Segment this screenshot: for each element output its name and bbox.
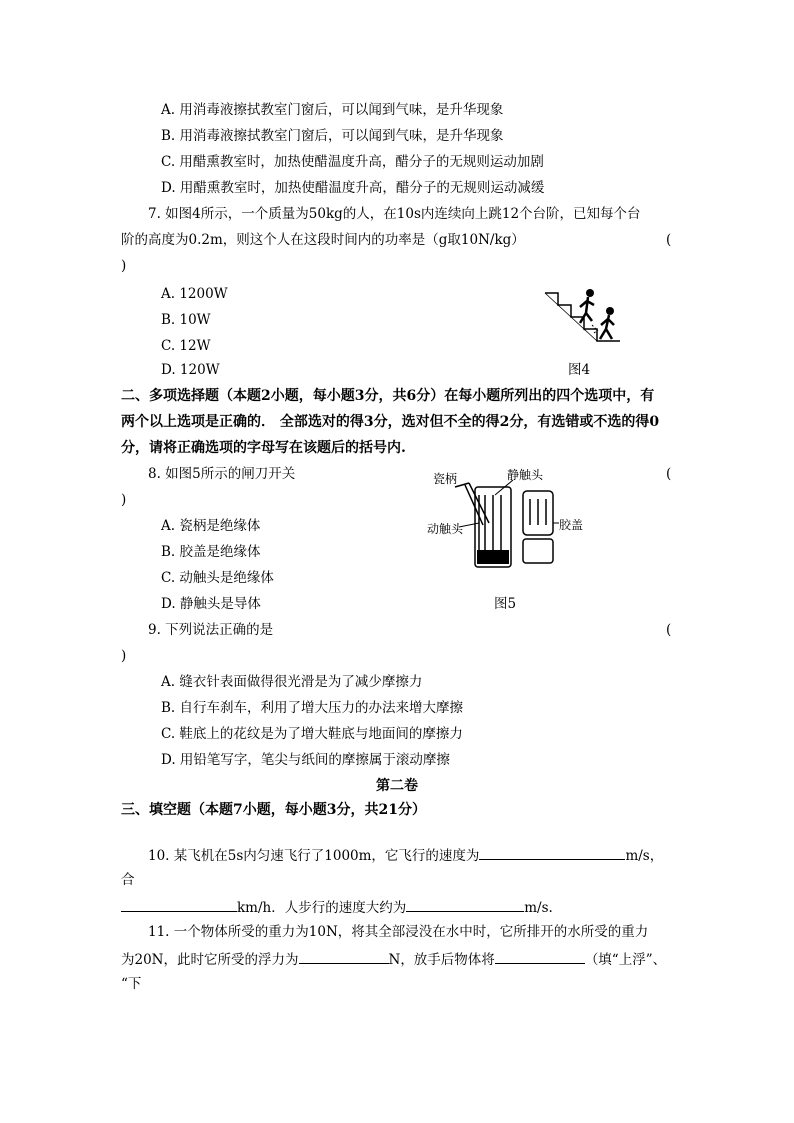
q10-unit-ms: m/s， bbox=[625, 848, 664, 864]
q11-line2 bbox=[121, 949, 666, 969]
q6-option-b: B. 用消毒液擦拭教室门窗后，可以闻到气味，是升华现象 bbox=[161, 128, 504, 144]
figure4-stairs-illustration bbox=[540, 285, 630, 355]
section2-heading-line2: 两个以上选项是正确的． 全部选对的得3分，选对但不全的得2分，有选错或不选的得0 bbox=[121, 414, 660, 430]
q9-answer-paren-close: ) bbox=[121, 648, 127, 664]
q10-blank-speed-kmh[interactable] bbox=[121, 897, 237, 912]
q11-text-tail: （填“上浮”、 bbox=[584, 952, 667, 968]
q10-blank-walking-speed[interactable] bbox=[406, 897, 524, 912]
q8-option-a: A. 瓷柄是绝缘体 bbox=[161, 518, 261, 534]
q7-stem-line2: 阶的高度为0.2m，则这个人在这段时间内的功率是（g取10N/kg） bbox=[121, 232, 525, 248]
figure5-label-moving-contact: 动触头 bbox=[427, 522, 464, 536]
q10-text-part1: 10. 某飞机在5s内匀速飞行了1000m，它飞行的速度为 bbox=[148, 848, 480, 864]
q10-line1 bbox=[148, 845, 663, 865]
q10-unit-kmh: km/h．人步行的速度大约为 bbox=[237, 900, 407, 916]
section3-heading: 三、填空题（本题7小题，每小题3分，共21分） bbox=[121, 802, 426, 818]
q11-blank-motion[interactable] bbox=[495, 949, 585, 964]
q8-stem: 8. 如图5所示的闸刀开关 bbox=[148, 466, 296, 482]
q8-option-c: C. 动触头是绝缘体 bbox=[161, 570, 274, 586]
q7-option-c: C. 12W bbox=[161, 338, 211, 354]
q10-unit-ms-2: m/s. bbox=[524, 900, 553, 916]
q9-option-d: D. 用铅笔写字，笔尖与纸间的摩擦属于滚动摩擦 bbox=[161, 752, 450, 768]
q6-option-c: C. 用醋熏教室时，加热使醋温度升高，醋分子的无规则运动加剧 bbox=[161, 154, 544, 170]
q8-option-d: D. 静触头是导体 bbox=[161, 596, 261, 612]
q8-option-b: B. 胶盖是绝缘体 bbox=[161, 544, 261, 560]
q9-option-b: B. 自行车刹车，利用了增大压力的办法来增大摩擦 bbox=[161, 700, 464, 716]
q11-blank-buoyancy[interactable] bbox=[299, 949, 389, 964]
figure4-caption: 图4 bbox=[568, 362, 591, 378]
figure5-caption: 图5 bbox=[494, 596, 517, 612]
q10-line3 bbox=[121, 897, 553, 917]
q11-line1: 11. 一个物体所受的重力为10N，将其全部浸没在水中时，它所排开的水所受的重力 bbox=[148, 924, 649, 940]
q7-stem-line1: 7. 如图4所示，一个质量为50kg的人，在10s内连续向上跳12个台阶，已知每个台 bbox=[148, 206, 641, 222]
q8-answer-paren-close: ) bbox=[121, 492, 127, 508]
q10-text-part2: 合 bbox=[121, 872, 135, 888]
figure5-label-handle: 瓷柄 bbox=[433, 472, 458, 486]
figure5-label-static-contact: 静触头 bbox=[507, 468, 544, 482]
q11-text-part2: 为20N，此时它所受的浮力为 bbox=[121, 952, 299, 968]
q11-text-unit: N，放手后物体将 bbox=[388, 952, 495, 968]
q11-line3: “下 bbox=[121, 976, 142, 992]
q6-option-a: A. 用消毒液擦拭教室门窗后，可以闻到气味，是升华现象 bbox=[161, 102, 504, 118]
q9-answer-paren-open: ( bbox=[666, 622, 672, 638]
figure5-label-cover: 胶盖 bbox=[559, 518, 584, 532]
q8-answer-paren-open: ( bbox=[666, 466, 672, 482]
q7-option-d: D. 120W bbox=[161, 362, 220, 378]
q7-answer-paren-close: ) bbox=[121, 258, 127, 274]
q7-option-a: A. 1200W bbox=[161, 286, 228, 302]
q9-option-a: A. 缝衣针表面做得很光滑是为了减少摩擦力 bbox=[161, 674, 423, 690]
part2-title: 第二卷 bbox=[376, 778, 418, 794]
q10-blank-speed-ms[interactable] bbox=[479, 845, 625, 860]
q9-stem: 9. 下列说法正确的是 bbox=[148, 622, 274, 638]
section2-heading-line1: 二、多项选择题（本题2小题，每小题3分，共6分）在每小题所列出的四个选项中，有 bbox=[121, 388, 655, 404]
q9-option-c: C. 鞋底上的花纹是为了增大鞋底与地面间的摩擦力 bbox=[161, 726, 463, 742]
q6-option-d: D. 用醋熏教室时，加热使醋温度升高，醋分子的无规则运动减缓 bbox=[161, 180, 545, 196]
section2-heading-line3: 分，请将正确选项的字母写在该题后的括号内. bbox=[121, 440, 406, 456]
q7-answer-paren-open: ( bbox=[666, 232, 672, 248]
figure5-knife-switch-illustration bbox=[425, 465, 595, 575]
q7-option-b: B. 10W bbox=[161, 312, 211, 328]
